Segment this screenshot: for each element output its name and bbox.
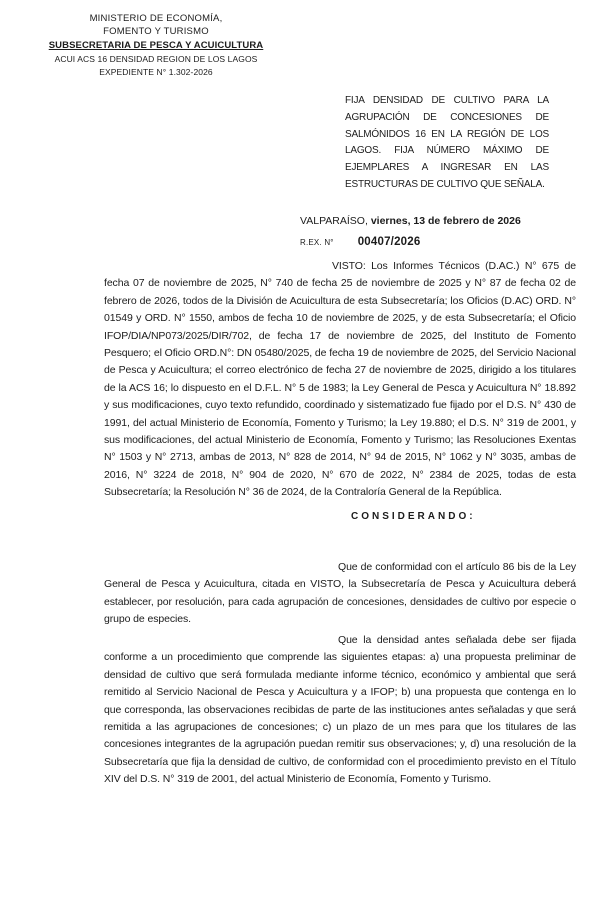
- date-label: viernes, 13 de febrero de 2026: [370, 215, 521, 227]
- letterhead: [30, 12, 282, 79]
- resolution-number-label: R.EX. N°: [300, 238, 334, 247]
- letterhead-expediente-line: EXPEDIENTE N° 1.302-2026: [99, 67, 213, 77]
- considerando-paragraph-2: Que la densidad antes señalada debe ser fijada conforme a un procedimiento que comprende las siguientes etapas: a) una propuesta preliminar de densidad de cultivo que será formulada mediante informe técnico, económico y ambiental que será remitido al Servicio Nacional de Pesca y Acuicultura y a IFOP; b) una propuesta que contenga en lo que corresponda, las observaciones recibidas de parte de las instituciones antes señaladas y que será remitida a las agrupaciones de concesiones; c) un plazo de un mes para que los titulares de las concesiones integrantes de la agrupación puedan remitir sus observaciones; y, d) una resolución de la Subsecretaría que fija la densidad de cultivo, de conformidad con el procedimiento previsto en el Título XIV del D.S. N° 319 de 2001, del actual Ministerio de Economía, Fomento y Turismo.: [104, 634, 576, 786]
- resolution-number-value: 00407/2026: [357, 236, 421, 248]
- considerando-heading: CONSIDERANDO:: [351, 511, 476, 522]
- place-label: VALPARAÍSO,: [300, 215, 368, 227]
- ministry-name-line2: FOMENTO Y TURISMO: [103, 26, 209, 37]
- resolution-number-line: [300, 236, 420, 248]
- resolution-title: FIJA DENSIDAD DE CULTIVO PARA LA AGRUPACIÓN DE CONCESIONES DE SALMÓNIDOS 16 EN LA REGIÓN DE LOS LAGOS. FIJA NÚMERO MÁXIMO DE EJEMPLARES A INGRESAR EN LAS ESTRUCTURAS DE CULTIVO QUE SEÑALA.: [345, 95, 549, 190]
- ministry-name-line1: MINISTERIO DE ECONOMÍA,: [89, 13, 223, 24]
- letterhead-matter-line: ACUI ACS 16 DENSIDAD REGION DE LOS LAGOS: [54, 54, 258, 64]
- visto-paragraph: VISTO: Los Informes Técnicos (D.AC.) N° 675 de fecha 07 de noviembre de 2025, N° 740 de fecha 25 de noviembre de 2025 y N° 87 de fecha 02 de febrero de 2026, todos de la División de Acuicultura de esta Subsecretaría; los Oficios (D.AC) ORD. N° 01549 y ORD. N° 1550, ambos de fecha 10 de noviembre de 2025, y de esta Subsecretaría; el Oficio IFOP/DIA/NP073/2025/DIR/702, de fecha 17 de noviembre de 2025, del Instituto de Fomento Pesquero; el Oficio ORD.N°: DN 05480/2025, de fecha 19 de noviembre de 2025, del Servicio Nacional de Pesca y Acuicultura; el correo electrónico de fecha 27 de noviembre de 2025, dirigido a los titulares de la ACS 16; lo dispuesto en el D.F.L. N° 5 de 1983; la Ley General de Pesca y Acuicultura N° 18.892 y sus modificaciones, cuyo texto refundido, coordinado y sistematizado fue fijado por el D.S. N° 430 de 1991, del actual Ministerio de Economía, Fomento y Turismo; la Ley 19.880; el D.S. N° 319 de 2001, y sus modificaciones, del actual Ministerio de Economía, Fomento y Turismo; las Resoluciones Exentas N° 1503 y N° 2713, ambas de 2013, N° 828 de 2014, N° 94 de 2015, N° 1062 y N° 3035, ambas de 2016, N° 3224 de 2018, N° 904 de 2020, N° 670 de 2022, N° 2384 de 2025, todas de esta Subsecretaría; la Resolución N° 36 de 2024, de la Contraloría General de la República.: [104, 260, 576, 499]
- subsecretaria-name: SUBSECRETARIA DE PESCA Y ACUICULTURA: [48, 40, 264, 51]
- considerando-paragraph-1: Que de conformidad con el artículo 86 bis de la Ley General de Pesca y Acuicultura, citada en VISTO, la Subsecretaría de Pesca y Acuicultura deberá establecer, por resolución, para cada agrupación de concesiones, densidades de cultivo por especie o grupo de especies.: [104, 561, 576, 626]
- dateline: [300, 215, 521, 227]
